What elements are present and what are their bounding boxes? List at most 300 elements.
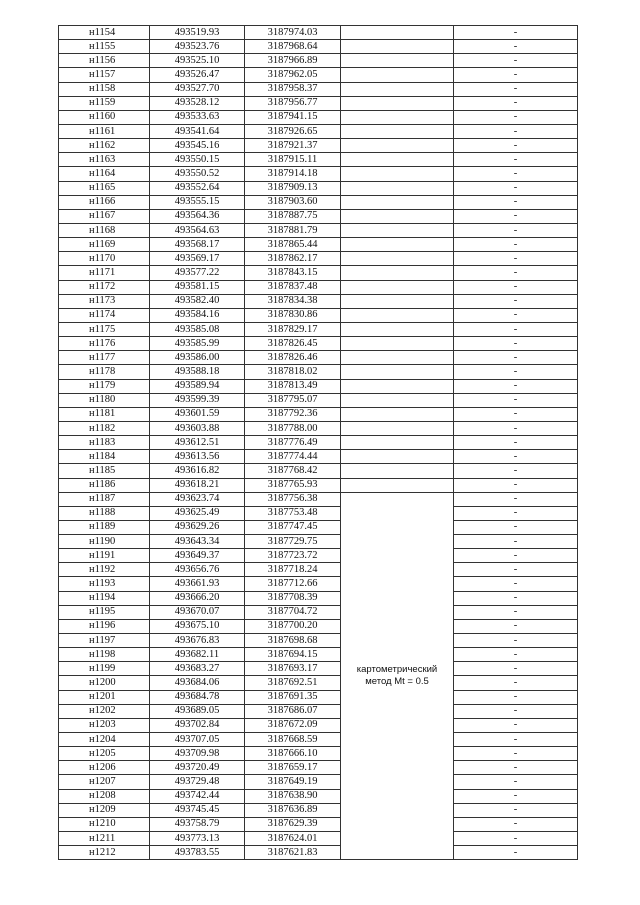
x-coordinate-cell: 493564.36 bbox=[150, 209, 245, 223]
y-coordinate-cell: 3187909.13 bbox=[245, 181, 341, 195]
y-coordinate-cell: 3187818.02 bbox=[245, 365, 341, 379]
y-coordinate-cell: 3187926.65 bbox=[245, 124, 341, 138]
y-coordinate-cell: 3187753.48 bbox=[245, 506, 341, 520]
method-cell bbox=[341, 167, 454, 181]
point-name-cell: н1186 bbox=[59, 478, 150, 492]
method-cell bbox=[341, 26, 454, 40]
error-cell: - bbox=[454, 704, 578, 718]
method-cell bbox=[341, 436, 454, 450]
y-coordinate-cell: 3187962.05 bbox=[245, 68, 341, 82]
x-coordinate-cell: 493581.15 bbox=[150, 280, 245, 294]
x-coordinate-cell: 493684.06 bbox=[150, 676, 245, 690]
y-coordinate-cell: 3187747.45 bbox=[245, 520, 341, 534]
point-name-cell: н1164 bbox=[59, 167, 150, 181]
table-row bbox=[59, 605, 578, 619]
x-coordinate-cell: 493585.99 bbox=[150, 337, 245, 351]
method-cell bbox=[341, 153, 454, 167]
y-coordinate-cell: 3187768.42 bbox=[245, 464, 341, 478]
x-coordinate-cell: 493601.59 bbox=[150, 407, 245, 421]
y-coordinate-cell: 3187638.90 bbox=[245, 789, 341, 803]
table-row bbox=[59, 676, 578, 690]
y-coordinate-cell: 3187672.09 bbox=[245, 718, 341, 732]
x-coordinate-cell: 493656.76 bbox=[150, 563, 245, 577]
error-cell: - bbox=[454, 167, 578, 181]
error-cell: - bbox=[454, 464, 578, 478]
point-name-cell: н1169 bbox=[59, 238, 150, 252]
point-name-cell: н1163 bbox=[59, 153, 150, 167]
x-coordinate-cell: 493612.51 bbox=[150, 436, 245, 450]
y-coordinate-cell: 3187865.44 bbox=[245, 238, 341, 252]
point-name-cell: н1188 bbox=[59, 506, 150, 520]
method-cell bbox=[341, 379, 454, 393]
y-coordinate-cell: 3187968.64 bbox=[245, 40, 341, 54]
y-coordinate-cell: 3187698.68 bbox=[245, 634, 341, 648]
method-cell bbox=[341, 294, 454, 308]
x-coordinate-cell: 493555.15 bbox=[150, 195, 245, 209]
y-coordinate-cell: 3187958.37 bbox=[245, 82, 341, 96]
x-coordinate-cell: 493569.17 bbox=[150, 252, 245, 266]
error-cell: - bbox=[454, 605, 578, 619]
point-name-cell: н1201 bbox=[59, 690, 150, 704]
method-cell bbox=[341, 393, 454, 407]
y-coordinate-cell: 3187956.77 bbox=[245, 96, 341, 110]
point-name-cell: н1193 bbox=[59, 577, 150, 591]
x-coordinate-cell: 493603.88 bbox=[150, 421, 245, 435]
error-cell: - bbox=[454, 662, 578, 676]
error-cell: - bbox=[454, 563, 578, 577]
error-cell: - bbox=[454, 450, 578, 464]
point-name-cell: н1185 bbox=[59, 464, 150, 478]
table-row bbox=[59, 747, 578, 761]
coordinates-table-body bbox=[59, 26, 578, 860]
x-coordinate-cell: 493783.55 bbox=[150, 846, 245, 860]
point-name-cell: н1176 bbox=[59, 337, 150, 351]
point-name-cell: н1202 bbox=[59, 704, 150, 718]
method-cell bbox=[341, 492, 454, 860]
table-row bbox=[59, 139, 578, 153]
x-coordinate-cell: 493689.05 bbox=[150, 704, 245, 718]
y-coordinate-cell: 3187694.15 bbox=[245, 648, 341, 662]
x-coordinate-cell: 493577.22 bbox=[150, 266, 245, 280]
table-row bbox=[59, 789, 578, 803]
y-coordinate-cell: 3187830.86 bbox=[245, 308, 341, 322]
method-cell bbox=[341, 351, 454, 365]
point-name-cell: н1195 bbox=[59, 605, 150, 619]
error-cell: - bbox=[454, 718, 578, 732]
y-coordinate-cell: 3187756.38 bbox=[245, 492, 341, 506]
point-name-cell: н1158 bbox=[59, 82, 150, 96]
point-name-cell: н1199 bbox=[59, 662, 150, 676]
point-name-cell: н1161 bbox=[59, 124, 150, 138]
y-coordinate-cell: 3187776.49 bbox=[245, 436, 341, 450]
method-cell bbox=[341, 124, 454, 138]
method-cell bbox=[341, 82, 454, 96]
table-row bbox=[59, 718, 578, 732]
x-coordinate-cell: 493586.00 bbox=[150, 351, 245, 365]
table-row bbox=[59, 238, 578, 252]
y-coordinate-cell: 3187834.38 bbox=[245, 294, 341, 308]
error-cell: - bbox=[454, 747, 578, 761]
point-name-cell: н1184 bbox=[59, 450, 150, 464]
x-coordinate-cell: 493729.48 bbox=[150, 775, 245, 789]
point-name-cell: н1205 bbox=[59, 747, 150, 761]
y-coordinate-cell: 3187921.37 bbox=[245, 139, 341, 153]
method-cell bbox=[341, 181, 454, 195]
point-name-cell: н1196 bbox=[59, 619, 150, 633]
point-name-cell: н1181 bbox=[59, 407, 150, 421]
y-coordinate-cell: 3187708.39 bbox=[245, 591, 341, 605]
y-coordinate-cell: 3187974.03 bbox=[245, 26, 341, 40]
table-row bbox=[59, 704, 578, 718]
error-cell: - bbox=[454, 492, 578, 506]
y-coordinate-cell: 3187629.39 bbox=[245, 817, 341, 831]
point-name-cell: н1180 bbox=[59, 393, 150, 407]
table-row bbox=[59, 68, 578, 82]
x-coordinate-cell: 493758.79 bbox=[150, 817, 245, 831]
point-name-cell: н1154 bbox=[59, 26, 150, 40]
table-row bbox=[59, 775, 578, 789]
point-name-cell: н1192 bbox=[59, 563, 150, 577]
x-coordinate-cell: 493709.98 bbox=[150, 747, 245, 761]
y-coordinate-cell: 3187915.11 bbox=[245, 153, 341, 167]
x-coordinate-cell: 493550.52 bbox=[150, 167, 245, 181]
y-coordinate-cell: 3187668.59 bbox=[245, 733, 341, 747]
error-cell: - bbox=[454, 294, 578, 308]
table-row bbox=[59, 153, 578, 167]
error-cell: - bbox=[454, 26, 578, 40]
x-coordinate-cell: 493599.39 bbox=[150, 393, 245, 407]
error-cell: - bbox=[454, 365, 578, 379]
x-coordinate-cell: 493629.26 bbox=[150, 520, 245, 534]
error-cell: - bbox=[454, 181, 578, 195]
point-name-cell: н1203 bbox=[59, 718, 150, 732]
table-row bbox=[59, 195, 578, 209]
point-name-cell: н1206 bbox=[59, 761, 150, 775]
y-coordinate-cell: 3187636.89 bbox=[245, 803, 341, 817]
point-name-cell: н1183 bbox=[59, 436, 150, 450]
y-coordinate-cell: 3187692.51 bbox=[245, 676, 341, 690]
error-cell: - bbox=[454, 648, 578, 662]
point-name-cell: н1173 bbox=[59, 294, 150, 308]
method-cell bbox=[341, 322, 454, 336]
table-row bbox=[59, 817, 578, 831]
point-name-cell: н1174 bbox=[59, 308, 150, 322]
y-coordinate-cell: 3187813.49 bbox=[245, 379, 341, 393]
table-row bbox=[59, 846, 578, 860]
coordinates-table bbox=[58, 25, 578, 860]
x-coordinate-cell: 493525.10 bbox=[150, 54, 245, 68]
table-row bbox=[59, 535, 578, 549]
method-cell bbox=[341, 40, 454, 54]
method-cell bbox=[341, 238, 454, 252]
error-cell: - bbox=[454, 238, 578, 252]
error-cell: - bbox=[454, 789, 578, 803]
x-coordinate-cell: 493616.82 bbox=[150, 464, 245, 478]
y-coordinate-cell: 3187686.07 bbox=[245, 704, 341, 718]
table-row bbox=[59, 662, 578, 676]
y-coordinate-cell: 3187792.36 bbox=[245, 407, 341, 421]
error-cell: - bbox=[454, 577, 578, 591]
error-cell: - bbox=[454, 40, 578, 54]
error-cell: - bbox=[454, 690, 578, 704]
x-coordinate-cell: 493541.64 bbox=[150, 124, 245, 138]
point-name-cell: н1204 bbox=[59, 733, 150, 747]
point-name-cell: н1170 bbox=[59, 252, 150, 266]
method-cell bbox=[341, 110, 454, 124]
error-cell: - bbox=[454, 591, 578, 605]
error-cell: - bbox=[454, 280, 578, 294]
error-cell: - bbox=[454, 209, 578, 223]
error-cell: - bbox=[454, 803, 578, 817]
y-coordinate-cell: 3187887.75 bbox=[245, 209, 341, 223]
error-cell: - bbox=[454, 82, 578, 96]
method-cell bbox=[341, 365, 454, 379]
point-name-cell: н1172 bbox=[59, 280, 150, 294]
x-coordinate-cell: 493684.78 bbox=[150, 690, 245, 704]
table-row bbox=[59, 619, 578, 633]
table-row bbox=[59, 549, 578, 563]
error-cell: - bbox=[454, 379, 578, 393]
method-cell bbox=[341, 209, 454, 223]
x-coordinate-cell: 493588.18 bbox=[150, 365, 245, 379]
x-coordinate-cell: 493623.74 bbox=[150, 492, 245, 506]
table-row bbox=[59, 280, 578, 294]
x-coordinate-cell: 493528.12 bbox=[150, 96, 245, 110]
y-coordinate-cell: 3187704.72 bbox=[245, 605, 341, 619]
x-coordinate-cell: 493643.34 bbox=[150, 535, 245, 549]
y-coordinate-cell: 3187837.48 bbox=[245, 280, 341, 294]
method-cell bbox=[341, 252, 454, 266]
table-row bbox=[59, 54, 578, 68]
x-coordinate-cell: 493613.56 bbox=[150, 450, 245, 464]
point-name-cell: н1166 bbox=[59, 195, 150, 209]
y-coordinate-cell: 3187826.45 bbox=[245, 337, 341, 351]
method-cell bbox=[341, 407, 454, 421]
y-coordinate-cell: 3187624.01 bbox=[245, 832, 341, 846]
table-row bbox=[59, 209, 578, 223]
point-name-cell: н1194 bbox=[59, 591, 150, 605]
table-row bbox=[59, 110, 578, 124]
table-row bbox=[59, 379, 578, 393]
x-coordinate-cell: 493527.70 bbox=[150, 82, 245, 96]
table-row bbox=[59, 832, 578, 846]
x-coordinate-cell: 493707.05 bbox=[150, 733, 245, 747]
table-row bbox=[59, 761, 578, 775]
table-row bbox=[59, 520, 578, 534]
error-cell: - bbox=[454, 393, 578, 407]
error-cell: - bbox=[454, 195, 578, 209]
error-cell: - bbox=[454, 817, 578, 831]
point-name-cell: н1200 bbox=[59, 676, 150, 690]
method-cell bbox=[341, 421, 454, 435]
y-coordinate-cell: 3187862.17 bbox=[245, 252, 341, 266]
point-name-cell: н1177 bbox=[59, 351, 150, 365]
x-coordinate-cell: 493533.63 bbox=[150, 110, 245, 124]
point-name-cell: н1187 bbox=[59, 492, 150, 506]
x-coordinate-cell: 493552.64 bbox=[150, 181, 245, 195]
table-row bbox=[59, 563, 578, 577]
table-row bbox=[59, 365, 578, 379]
error-cell: - bbox=[454, 832, 578, 846]
table-row bbox=[59, 450, 578, 464]
point-name-cell: н1155 bbox=[59, 40, 150, 54]
table-row bbox=[59, 690, 578, 704]
error-cell: - bbox=[454, 676, 578, 690]
point-name-cell: н1198 bbox=[59, 648, 150, 662]
y-coordinate-cell: 3187723.72 bbox=[245, 549, 341, 563]
x-coordinate-cell: 493519.93 bbox=[150, 26, 245, 40]
table-row bbox=[59, 407, 578, 421]
x-coordinate-cell: 493675.10 bbox=[150, 619, 245, 633]
point-name-cell: н1209 bbox=[59, 803, 150, 817]
error-cell: - bbox=[454, 96, 578, 110]
error-cell: - bbox=[454, 846, 578, 860]
error-cell: - bbox=[454, 124, 578, 138]
method-cell bbox=[341, 223, 454, 237]
y-coordinate-cell: 3187729.75 bbox=[245, 535, 341, 549]
table-row bbox=[59, 26, 578, 40]
point-name-cell: н1167 bbox=[59, 209, 150, 223]
point-name-cell: н1175 bbox=[59, 322, 150, 336]
y-coordinate-cell: 3187843.15 bbox=[245, 266, 341, 280]
y-coordinate-cell: 3187914.18 bbox=[245, 167, 341, 181]
method-cell bbox=[341, 139, 454, 153]
y-coordinate-cell: 3187693.17 bbox=[245, 662, 341, 676]
table-row bbox=[59, 124, 578, 138]
table-row bbox=[59, 308, 578, 322]
error-cell: - bbox=[454, 634, 578, 648]
y-coordinate-cell: 3187712.66 bbox=[245, 577, 341, 591]
table-row bbox=[59, 464, 578, 478]
x-coordinate-cell: 493523.76 bbox=[150, 40, 245, 54]
point-name-cell: н1171 bbox=[59, 266, 150, 280]
x-coordinate-cell: 493670.07 bbox=[150, 605, 245, 619]
table-row bbox=[59, 96, 578, 110]
x-coordinate-cell: 493742.44 bbox=[150, 789, 245, 803]
x-coordinate-cell: 493545.16 bbox=[150, 139, 245, 153]
method-cell bbox=[341, 195, 454, 209]
point-name-cell: н1160 bbox=[59, 110, 150, 124]
table-row bbox=[59, 634, 578, 648]
y-coordinate-cell: 3187774.44 bbox=[245, 450, 341, 464]
table-row bbox=[59, 648, 578, 662]
method-cell bbox=[341, 478, 454, 492]
y-coordinate-cell: 3187666.10 bbox=[245, 747, 341, 761]
error-cell: - bbox=[454, 266, 578, 280]
y-coordinate-cell: 3187718.24 bbox=[245, 563, 341, 577]
error-cell: - bbox=[454, 110, 578, 124]
y-coordinate-cell: 3187700.20 bbox=[245, 619, 341, 633]
table-row bbox=[59, 577, 578, 591]
error-cell: - bbox=[454, 506, 578, 520]
x-coordinate-cell: 493584.16 bbox=[150, 308, 245, 322]
error-cell: - bbox=[454, 337, 578, 351]
error-cell: - bbox=[454, 68, 578, 82]
point-name-cell: н1190 bbox=[59, 535, 150, 549]
table-row bbox=[59, 167, 578, 181]
point-name-cell: н1157 bbox=[59, 68, 150, 82]
x-coordinate-cell: 493618.21 bbox=[150, 478, 245, 492]
table-row bbox=[59, 393, 578, 407]
table-row bbox=[59, 421, 578, 435]
method-cell bbox=[341, 266, 454, 280]
x-coordinate-cell: 493649.37 bbox=[150, 549, 245, 563]
x-coordinate-cell: 493661.93 bbox=[150, 577, 245, 591]
error-cell: - bbox=[454, 733, 578, 747]
error-cell: - bbox=[454, 619, 578, 633]
table-row bbox=[59, 351, 578, 365]
point-name-cell: н1212 bbox=[59, 846, 150, 860]
point-name-cell: н1182 bbox=[59, 421, 150, 435]
point-name-cell: н1159 bbox=[59, 96, 150, 110]
error-cell: - bbox=[454, 322, 578, 336]
y-coordinate-cell: 3187881.79 bbox=[245, 223, 341, 237]
table-row bbox=[59, 478, 578, 492]
point-name-cell: н1211 bbox=[59, 832, 150, 846]
point-name-cell: н1189 bbox=[59, 520, 150, 534]
x-coordinate-cell: 493745.45 bbox=[150, 803, 245, 817]
x-coordinate-cell: 493702.84 bbox=[150, 718, 245, 732]
error-cell: - bbox=[454, 407, 578, 421]
table-row bbox=[59, 436, 578, 450]
y-coordinate-cell: 3187941.15 bbox=[245, 110, 341, 124]
table-row bbox=[59, 492, 578, 506]
x-coordinate-cell: 493568.17 bbox=[150, 238, 245, 252]
point-name-cell: н1191 bbox=[59, 549, 150, 563]
table-row bbox=[59, 266, 578, 280]
x-coordinate-cell: 493720.49 bbox=[150, 761, 245, 775]
error-cell: - bbox=[454, 535, 578, 549]
error-cell: - bbox=[454, 351, 578, 365]
y-coordinate-cell: 3187829.17 bbox=[245, 322, 341, 336]
table-row bbox=[59, 591, 578, 605]
x-coordinate-cell: 493682.11 bbox=[150, 648, 245, 662]
method-cell bbox=[341, 68, 454, 82]
y-coordinate-cell: 3187691.35 bbox=[245, 690, 341, 704]
x-coordinate-cell: 493773.13 bbox=[150, 832, 245, 846]
point-name-cell: н1162 bbox=[59, 139, 150, 153]
point-name-cell: н1178 bbox=[59, 365, 150, 379]
table-row bbox=[59, 252, 578, 266]
method-cell bbox=[341, 337, 454, 351]
table-row bbox=[59, 181, 578, 195]
error-cell: - bbox=[454, 223, 578, 237]
x-coordinate-cell: 493550.15 bbox=[150, 153, 245, 167]
table-row bbox=[59, 40, 578, 54]
error-cell: - bbox=[454, 54, 578, 68]
error-cell: - bbox=[454, 549, 578, 563]
y-coordinate-cell: 3187826.46 bbox=[245, 351, 341, 365]
error-cell: - bbox=[454, 761, 578, 775]
table-row bbox=[59, 294, 578, 308]
point-name-cell: н1197 bbox=[59, 634, 150, 648]
table-row bbox=[59, 337, 578, 351]
point-name-cell: н1156 bbox=[59, 54, 150, 68]
method-cell bbox=[341, 96, 454, 110]
x-coordinate-cell: 493585.08 bbox=[150, 322, 245, 336]
method-cell bbox=[341, 308, 454, 322]
point-name-cell: н1208 bbox=[59, 789, 150, 803]
table-row bbox=[59, 223, 578, 237]
method-label: картометрический bbox=[356, 663, 438, 675]
y-coordinate-cell: 3187966.89 bbox=[245, 54, 341, 68]
x-coordinate-cell: 493683.27 bbox=[150, 662, 245, 676]
x-coordinate-cell: 493676.83 bbox=[150, 634, 245, 648]
error-cell: - bbox=[454, 436, 578, 450]
x-coordinate-cell: 493526.47 bbox=[150, 68, 245, 82]
point-name-cell: н1165 bbox=[59, 181, 150, 195]
table-row bbox=[59, 506, 578, 520]
